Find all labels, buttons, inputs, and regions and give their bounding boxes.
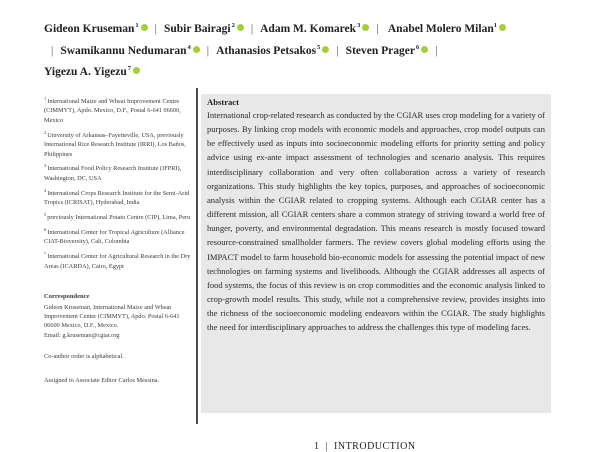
affiliation: $^4$International Crops Research Institute for the Semi-Arid Tropics (ICRISAT), Hyderabad, India bbox=[44, 187, 190, 207]
orcid-icon[interactable] bbox=[499, 24, 506, 31]
author[interactable]: Steven Prager$^6$ bbox=[346, 45, 429, 57]
affiliation: $^6$International Center for Tropical Agriculture (Alliance CIAT-Bioversity), Cali, Colombia bbox=[44, 226, 185, 246]
author[interactable]: Athanasios Petsakos$^5$ bbox=[216, 45, 329, 57]
affiliation: $^7$International Center for Agricultural Research in the Dry Areas (ICARDA), Cairo, Egypt bbox=[44, 251, 191, 270]
author-separator: | bbox=[154, 23, 157, 35]
orcid-icon[interactable] bbox=[133, 67, 140, 74]
author-separator: | bbox=[376, 23, 379, 35]
correspondence-heading: Correspondence bbox=[44, 293, 90, 301]
author[interactable]: Adam M. Komarek$^3$ bbox=[260, 23, 369, 35]
orcid-icon[interactable] bbox=[237, 24, 244, 31]
affiliations-column bbox=[44, 94, 194, 385]
correspondence-email[interactable]: Email: g.kruseman@cgiar.org bbox=[44, 331, 120, 339]
orcid-icon[interactable] bbox=[421, 46, 428, 53]
affiliation: $^5$previously International Potato Centre (CIP), Lima, Peru bbox=[44, 212, 191, 222]
author-separator: | bbox=[206, 44, 210, 57]
abstract-text: International crop-related research as conducted by the CGIAR uses crop modeling for a variety of purposes. By linking crop models with economic models and approaches, crop model outputs can be effectively used as inputs into socioeconomic modeling efforts for priority setting and policy advice using ex-ante impact assessment of technologies and scenario analysis. This requires interdisciplinary collaboration and very often collaboration across a variety of research organizations. This study highlights the key topics, purposes, and approaches of socioeconomic analysis within the CGIAR related to cropping systems. Although each CGIAR center has a different mission, all CGIAR centers share a common strategy of striving toward a world free of hunger, poverty, and environmental degradation. This means research is mostly focused toward resource-constrained smallholder farmers. The review covers global modeling efforts using the IMPACT model to farm household bio-economic models for assessing the potential impact of new technologies on farming systems and livelihoods. Although the CGIAR addresses all aspects of food systems, the focus of this review is on crop commodities and the economic analysis linked to crop-growth model results. This study, while not a comprehensive review, provides insights into the richness of the socioeconomic modeling endeavors within the CGIAR. The study highlights the need for interdisciplinary approaches to address the challenges this type of modeling faces. bbox=[207, 110, 545, 333]
orcid-icon[interactable] bbox=[322, 46, 329, 53]
orcid-icon[interactable] bbox=[141, 24, 148, 31]
author-separator: | bbox=[51, 44, 54, 57]
editor-note: Assigned to Associate Editor Carlos Messina. bbox=[44, 376, 160, 384]
correspondence-text: Gideon Kruseman, International Maize and Wheat Improvement Center (CIMMYT), Apdo. Postal 6-641 06600 Mexico, D.F., Mexico. bbox=[44, 303, 180, 330]
section-heading-introduction: 1 | INTRODUCTION bbox=[314, 441, 416, 452]
author[interactable]: Anabel Molero Milan$^1$ bbox=[388, 23, 506, 35]
author[interactable]: Yigezu A. Yigezu$^7$ bbox=[44, 66, 140, 78]
column-divider bbox=[196, 88, 198, 424]
author-separator: | bbox=[336, 44, 339, 57]
author[interactable]: Gideon Kruseman$^1$ bbox=[44, 23, 148, 35]
affiliation: $^2$University of Arkansas–Fayetteville, USA, previously International Rice Research Institute (IRRI), Los Baños, Philippines bbox=[44, 129, 186, 158]
affiliation: $^1$International Maize and Wheat Improvement Centre (CIMMYT), Apdo. Mexico, D.F., Postal 6-641 06600, Mexico bbox=[44, 96, 181, 124]
orcid-icon[interactable] bbox=[362, 24, 369, 31]
orcid-icon[interactable] bbox=[193, 46, 200, 53]
author-order-note: Co-author order is alphabetical. bbox=[44, 353, 124, 361]
affiliation: $^3$International Food Policy Research Institute (IFPRI), Washington, DC, USA bbox=[44, 163, 182, 182]
author[interactable]: Swamikannu Nedumaran$^4$ bbox=[60, 45, 199, 57]
abstract-heading: Abstract bbox=[207, 97, 239, 107]
author-separator: | bbox=[435, 44, 438, 57]
author-separator: | bbox=[250, 23, 254, 35]
abstract-box bbox=[201, 94, 551, 413]
author-list bbox=[44, 17, 524, 82]
author[interactable]: Subir Bairagi$^2$ bbox=[164, 23, 244, 35]
